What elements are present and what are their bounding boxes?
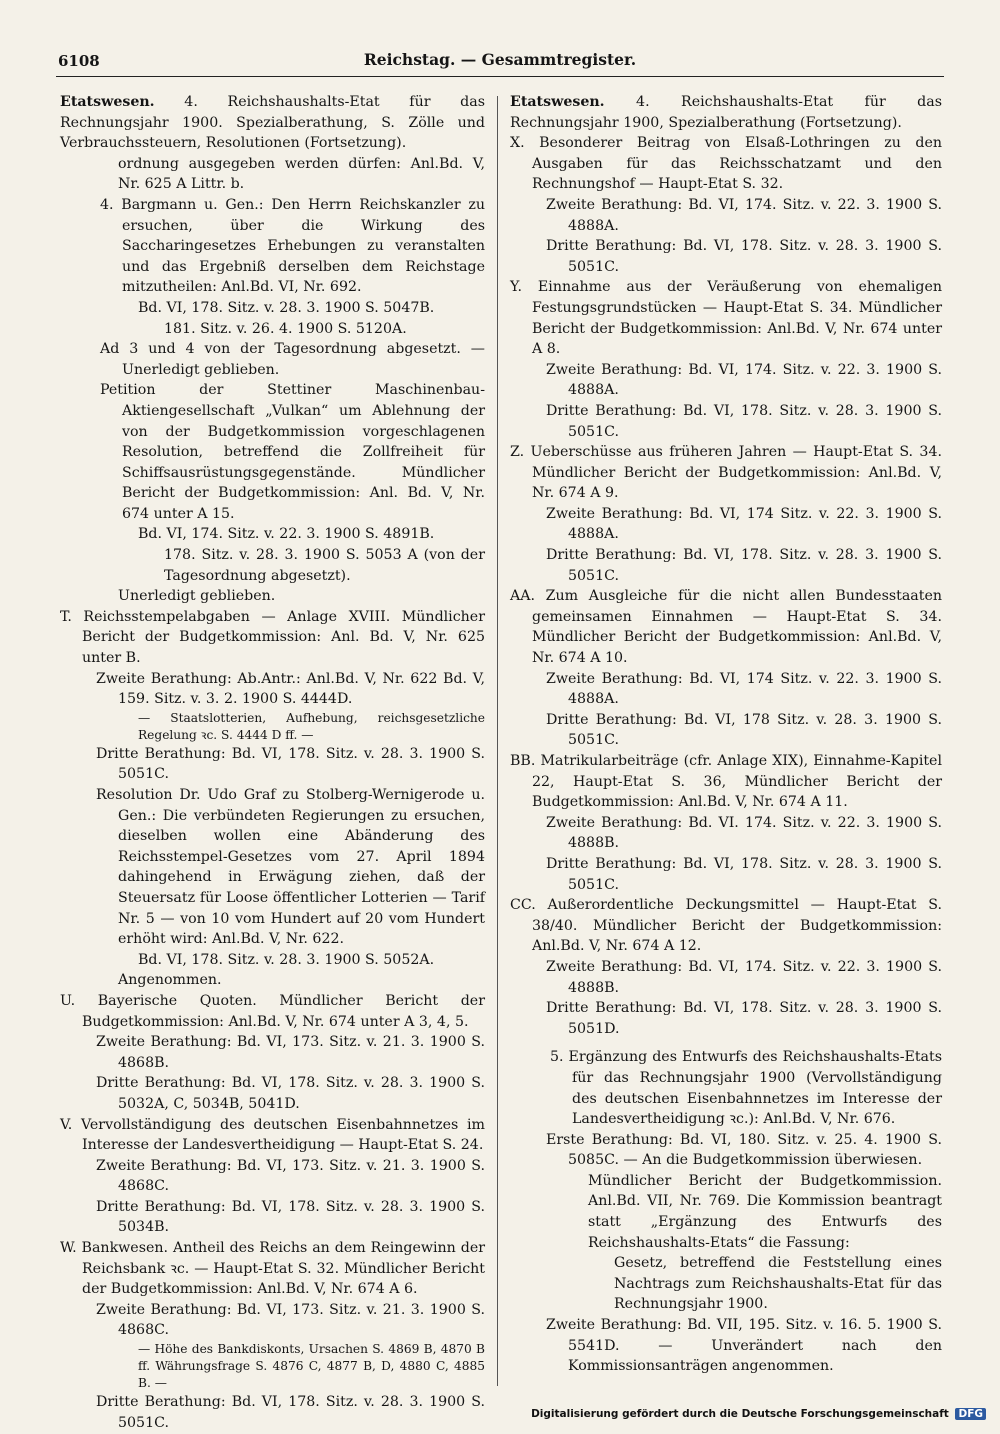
entry-text: 181. Sitz. v. 26. 4. 1900 S. 5120A. bbox=[164, 320, 407, 337]
index-entry bbox=[510, 1130, 942, 1171]
entry-text: BB. Matrikularbeiträge (cfr. Anlage XIX), Einnahme-Kapitel 22, Haupt-Etat S. 36, Mündlicher Bericht der Budgetkommission: Anl.Bd. V, Nr. 674 A 11. bbox=[510, 753, 942, 811]
entry-text: Unerledigt geblieben. bbox=[118, 588, 276, 605]
entry-text: 4. Bargmann u. Gen.: Den Herrn Reichskanzler zu ersuchen, über die Wirkung des Saccharingesetzes Erhebungen zu veranstalten und das Ergebniß derselben dem Reichstage mitzutheilen: Anl.Bd. VI, Nr. 692. bbox=[100, 196, 485, 296]
index-entry bbox=[510, 504, 942, 545]
index-entry bbox=[510, 1315, 942, 1377]
index-entry bbox=[60, 586, 485, 607]
index-entry bbox=[60, 1300, 485, 1341]
entry-text: Y. Einnahme aus der Veräußerung von ehemaligen Festungsgrundstücken — Haupt-Etat S. 34. Mündlicher Bericht der Budgetkommission: Anl.Bd. V, Nr. 674 unter A 8. bbox=[510, 279, 942, 358]
section-heading: Etatswesen. bbox=[510, 94, 605, 110]
index-entry bbox=[510, 195, 942, 236]
index-entry bbox=[510, 1253, 942, 1315]
dfg-logo: DFG bbox=[955, 1408, 986, 1420]
entry-text: W. Bankwesen. Antheil des Reichs an dem Reingewinn der Reichsbank ꝛc. — Haupt-Etat S. 32. Mündlicher Bericht der Budgetkommission: Anl.Bd. V, Nr. 674 A 6. bbox=[60, 1240, 485, 1298]
entry-text: Dritte Berathung: Bd. VI, 178. Sitz. v. 28. 3. 1900 S. 5034B. bbox=[96, 1198, 485, 1236]
entry-text: 178. Sitz. v. 28. 3. 1900 S. 5053 A (von der Tagesordnung abgesetzt). bbox=[164, 547, 485, 584]
index-entry bbox=[60, 1197, 485, 1238]
index-entry bbox=[510, 133, 942, 195]
index-entry bbox=[510, 895, 942, 957]
index-entry bbox=[510, 710, 942, 751]
entry-text: T. Reichsstempelabgaben — Anlage XVIII. Mündlicher Bericht der Budgetkommission: Anl. Bd. V, Nr. 625 unter B. bbox=[60, 608, 485, 667]
index-entry bbox=[60, 154, 485, 195]
left-column bbox=[60, 92, 485, 1433]
index-entry bbox=[60, 524, 485, 545]
footer-credit bbox=[531, 1408, 986, 1420]
entry-text: Zweite Berathung: Bd. VI, 173. Sitz. v. 21. 3. 1900 S. 4868C. bbox=[96, 1157, 485, 1195]
entry-text: Zweite Berathung: Bd. VI, 174. Sitz. v. 22. 3. 1900 S. 4888B. bbox=[546, 958, 942, 996]
entry-text: Dritte Berathung: Bd. VI, 178. Sitz. v. 28. 3. 1900 S. 5051C. bbox=[546, 238, 942, 275]
index-entry bbox=[510, 998, 942, 1039]
entry-text: Zweite Berathung: Bd. VI, 173. Sitz. v. 21. 3. 1900 S. 4868C. bbox=[96, 1301, 485, 1339]
running-title: Reichstag. — Gesammtregister. bbox=[363, 50, 637, 69]
entry-text: Gesetz, betreffend die Feststellung eines Nachtrags zum Reichshaushalts-Etat für das Rechnungsjahr 1900. bbox=[614, 1255, 942, 1313]
index-entry bbox=[60, 1341, 485, 1392]
index-entry bbox=[60, 710, 485, 744]
index-entry bbox=[60, 380, 485, 524]
entry-text: Bd. VI, 174. Sitz. v. 22. 3. 1900 S. 4891B. bbox=[138, 526, 435, 543]
header-rule bbox=[56, 76, 944, 77]
index-entry bbox=[510, 92, 942, 133]
entry-text: Dritte Berathung: Bd. VI, 178 Sitz. v. 28. 3. 1900 S. 5051C. bbox=[546, 711, 942, 749]
index-entry bbox=[60, 92, 485, 154]
entry-text: Zweite Berathung: Ab.Antr.: Anl.Bd. V, Nr. 622 Bd. V, 159. Sitz. v. 3. 2. 1900 S. 4444D. bbox=[96, 670, 485, 708]
page-number: 6108 bbox=[58, 52, 100, 70]
index-entry bbox=[510, 401, 942, 442]
index-entry bbox=[510, 854, 942, 895]
entry-text: Petition der Stettiner Maschinenbau-Aktiengesellschaft „Vulkan“ um Ablehnung der von der Budgetkommission vorgeschlagenen Resolution, betreffend die Zollfreiheit für Schiffsausrüstungsgegenstände. Mündlicher Bericht der Budgetkommission: Anl. Bd. V, Nr. 674 unter A 15. bbox=[100, 382, 485, 522]
index-entry bbox=[60, 298, 485, 319]
entry-text: CC. Außerordentliche Deckungsmittel — Haupt-Etat S. 38/40. Mündlicher Bericht der Budgetkommission: Anl.Bd. V, Nr. 674 A 12. bbox=[510, 897, 942, 955]
right-column bbox=[510, 92, 942, 1377]
index-entry bbox=[60, 1392, 485, 1433]
entry-text: 4. Reichshaushalts-Etat für das Rechnungsjahr 1900. Spezialberathung, S. Zölle und Verbrauchssteuern, Resolutionen (Fortsetzung). bbox=[60, 94, 485, 152]
index-entry bbox=[60, 991, 485, 1032]
section-heading: Etatswesen. bbox=[60, 94, 155, 110]
index-entry bbox=[60, 970, 485, 991]
entry-text: Zweite Berathung: Bd. VI. 174. Sitz. v. 22. 3. 1900 S. 4888B. bbox=[546, 814, 942, 852]
entry-text: Zweite Berathung: Bd. VI, 174 Sitz. v. 22. 3. 1900 S. 4888A. bbox=[546, 670, 942, 708]
entry-text: Bd. VI, 178. Sitz. v. 28. 3. 1900 S. 5047B. bbox=[138, 299, 435, 316]
entry-text: Dritte Berathung: Bd. VI, 178. Sitz. v. 28. 3. 1900 S. 5032A, C, 5034B, 5041D. bbox=[96, 1075, 485, 1112]
entry-text: Ad 3 und 4 von der Tagesordnung abgesetzt. — Unerledigt geblieben. bbox=[100, 341, 485, 378]
index-entry bbox=[60, 545, 485, 586]
footer-text: Digitalisierung gefördert durch die Deutsche Forschungsgemeinschaft bbox=[531, 1408, 949, 1420]
index-entry bbox=[60, 785, 485, 950]
entry-text: Zweite Berathung: Bd. VI, 173. Sitz. v. 21. 3. 1900 S. 4868B. bbox=[96, 1034, 485, 1071]
entry-text: Dritte Berathung: Bd. VI, 178. Sitz. v. 28. 3. 1900 S. 5051C. bbox=[546, 402, 942, 440]
index-entry bbox=[60, 1032, 485, 1073]
index-entry bbox=[510, 277, 942, 359]
entry-text: Bd. VI, 178. Sitz. v. 28. 3. 1900 S. 5052A. bbox=[138, 951, 435, 968]
entry-text: Zweite Berathung: Bd. VI, 174. Sitz. v. 22. 3. 1900 S. 4888A. bbox=[546, 361, 942, 399]
index-entry bbox=[510, 545, 942, 586]
index-entry bbox=[510, 813, 942, 854]
entry-text: ordnung ausgegeben werden dürfen: Anl.Bd. V, Nr. 625 A Littr. b. bbox=[118, 155, 485, 193]
entry-text: AA. Zum Ausgleiche für die nicht allen Bundesstaaten gemeinsamen Einnahmen — Haupt-Etat S. 34. Mündlicher Bericht der Budgetkommission: Anl.Bd. V, Nr. 674 A 10. bbox=[510, 588, 942, 667]
entry-text: Angenommen. bbox=[118, 972, 222, 989]
index-entry bbox=[60, 669, 485, 710]
entry-text: X. Besonderer Beitrag von Elsaß-Lothringen zu den Ausgaben für das Reichsschatzamt und den Rechnungshof — Haupt-Etat S. 32. bbox=[510, 135, 942, 193]
entry-text: Dritte Berathung: Bd. VI, 178. Sitz. v. 28. 3. 1900 S. 5051C. bbox=[546, 855, 942, 893]
entry-text: 5. Ergänzung des Entwurfs des Reichshaushalts-Etats für das Rechnungsjahr 1900 (Vervollständigung des deutschen Eisenbahnnetzes im Interesse der Landesvertheidigung ꝛc.): Anl.Bd. V, Nr. 676. bbox=[550, 1049, 942, 1128]
index-entry bbox=[510, 360, 942, 401]
entry-text: Dritte Berathung: Bd. VI, 178. Sitz. v. 28. 3. 1900 S. 5051D. bbox=[546, 1000, 942, 1037]
index-entry bbox=[510, 1039, 942, 1047]
entry-text: Zweite Berathung: Bd. VI, 174. Sitz. v. 22. 3. 1900 S. 4888A. bbox=[546, 196, 942, 234]
entry-text: Dritte Berathung: Bd. VI, 178. Sitz. v. 28. 3. 1900 S. 5051C. bbox=[96, 745, 485, 783]
entry-text: Resolution Dr. Udo Graf zu Stolberg-Wernigerode u. Gen.: Die verbündeten Regierungen zu ersuchen, dieselben wollen eine Abänderung des Reichsstempel-Gesetzes vom 27. April 1894 dahingehend in Erwägung ziehen, daß der Steuersatz für Loose öffentlicher Lotterien — Tarif Nr. 5 — von 10 vom Hundert auf 20 vom Hundert erhöht wird: Anl.Bd. V, Nr. 622. bbox=[96, 787, 485, 948]
index-entry bbox=[510, 236, 942, 277]
index-entry bbox=[60, 1115, 485, 1156]
index-entry bbox=[60, 339, 485, 380]
index-entry bbox=[60, 607, 485, 669]
index-entry bbox=[510, 586, 942, 668]
entry-text: U. Bayerische Quoten. Mündlicher Bericht der Budgetkommission: Anl.Bd. V, Nr. 674 unter A 3, 4, 5. bbox=[60, 992, 485, 1030]
entry-text: — Staatslotterien, Aufhebung, reichsgesetzliche Regelung ꝛc. S. 4444 D ff. — bbox=[138, 710, 485, 742]
entry-text: Dritte Berathung: Bd. VI, 178. Sitz. v. 28. 3. 1900 S. 5051C. bbox=[546, 547, 942, 584]
index-entry bbox=[60, 950, 485, 971]
entry-text: 4. Reichshaushalts-Etat für das Rechnungsjahr 1900, Spezialberathung (Fortsetzung). bbox=[510, 94, 942, 131]
index-entry bbox=[510, 1171, 942, 1253]
index-entry bbox=[60, 195, 485, 298]
index-entry bbox=[60, 1073, 485, 1114]
entry-text: Zweite Berathung: Bd. VI, 174 Sitz. v. 22. 3. 1900 S. 4888A. bbox=[546, 505, 942, 543]
index-entry bbox=[510, 442, 942, 504]
entry-text: Zweite Berathung: Bd. VII, 195. Sitz. v. 16. 5. 1900 S. 5541D. — Unverändert nach den Kommissionsanträgen angenommen. bbox=[546, 1317, 942, 1375]
index-entry bbox=[510, 1047, 942, 1129]
column-divider bbox=[497, 96, 498, 1386]
index-entry bbox=[510, 751, 942, 813]
entry-text: Z. Ueberschüsse aus früheren Jahren — Haupt-Etat S. 34. Mündlicher Bericht der Budgetkommission: Anl.Bd. V, Nr. 674 A 9. bbox=[510, 444, 942, 502]
index-entry bbox=[60, 744, 485, 785]
entry-text: Mündlicher Bericht der Budgetkommission. Anl.Bd. VII, Nr. 769. Die Kommission beantragt statt „Ergänzung des Entwurfs des Reichshaushalts-Etats“ die Fassung: bbox=[588, 1172, 942, 1251]
index-entry bbox=[60, 1156, 485, 1197]
index-entry bbox=[510, 669, 942, 710]
entry-text: — Höhe des Bankdiskonts, Ursachen S. 4869 B, 4870 B ff. Währungsfrage S. 4876 C, 4877 B, D, 4880 C, 4885 B. — bbox=[138, 1342, 485, 1391]
entry-text: V. Vervollständigung des deutschen Eisenbahnnetzes im Interesse der Landesvertheidigung — Haupt-Etat S. 24. bbox=[60, 1116, 485, 1154]
entry-text: Erste Berathung: Bd. VI, 180. Sitz. v. 25. 4. 1900 S. 5085C. — An die Budgetkommission überwiesen. bbox=[546, 1131, 942, 1169]
entry-text: Dritte Berathung: Bd. VI, 178. Sitz. v. 28. 3. 1900 S. 5051C. bbox=[96, 1394, 485, 1431]
index-entry bbox=[60, 1238, 485, 1300]
index-entry bbox=[510, 957, 942, 998]
index-entry bbox=[60, 319, 485, 340]
